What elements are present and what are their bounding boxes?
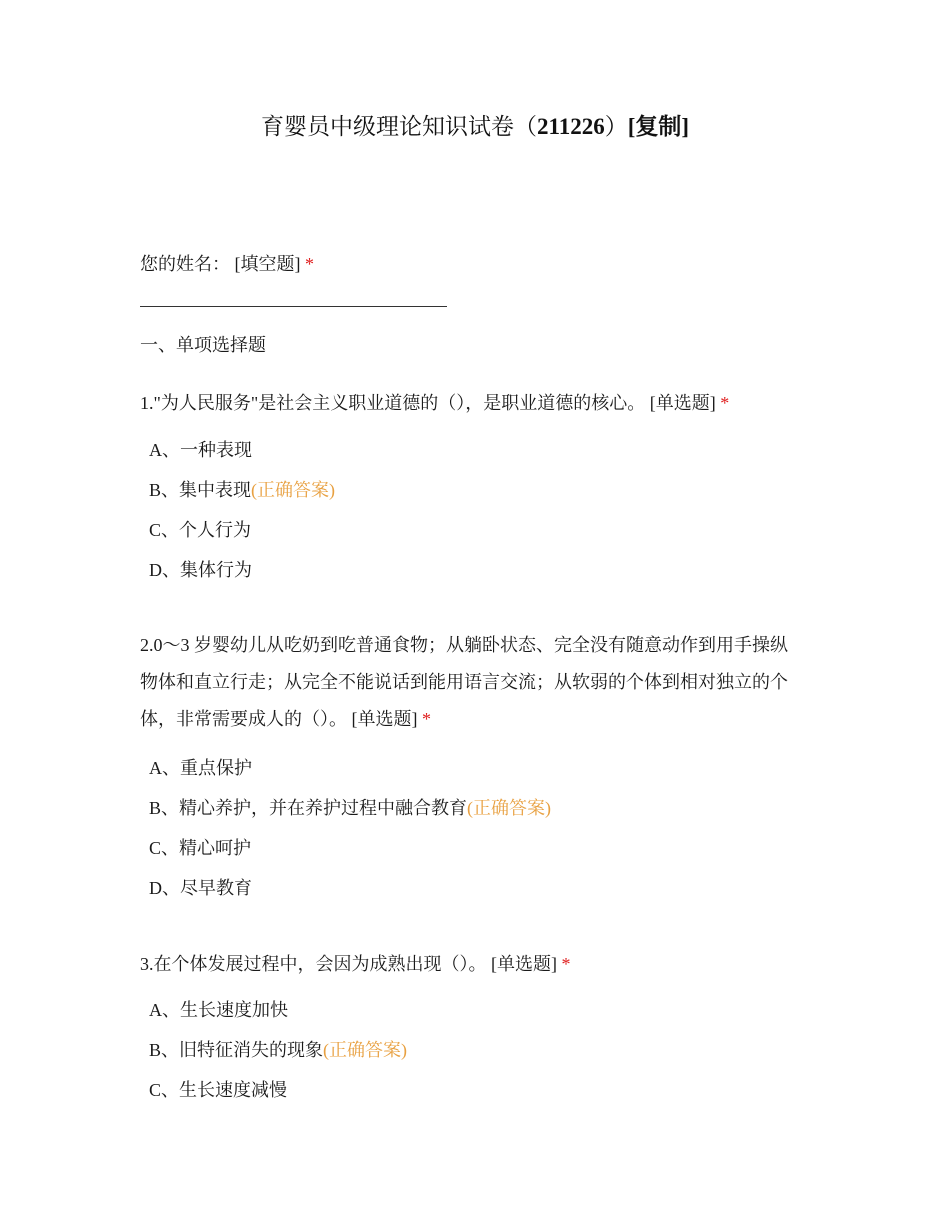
option-label: C、精心呵护 bbox=[149, 838, 252, 858]
question-1-option-c[interactable] bbox=[149, 518, 251, 542]
option-label: B、旧特征消失的现象 bbox=[149, 1040, 324, 1060]
question-3-option-a[interactable] bbox=[149, 998, 288, 1022]
option-label: C、生长速度减慢 bbox=[149, 1080, 288, 1100]
required-star: * bbox=[561, 954, 571, 974]
section-heading: 一、单项选择题 bbox=[140, 335, 266, 355]
question-3-text bbox=[140, 951, 830, 977]
correct-answer-tag: (正确答案) bbox=[251, 480, 336, 500]
question-2-option-a[interactable] bbox=[149, 756, 252, 780]
question-3-stem: 3.在个体发展过程中，会因为成熟出现（）。 bbox=[140, 954, 487, 974]
question-2-stem-line-3 bbox=[140, 701, 830, 738]
name-answer-line[interactable] bbox=[140, 306, 447, 307]
option-label: A、生长速度加快 bbox=[149, 1000, 288, 1020]
option-label: A、重点保护 bbox=[149, 758, 252, 778]
option-label: D、尽早教育 bbox=[149, 878, 252, 898]
question-1-option-a[interactable] bbox=[149, 438, 252, 462]
title-prefix: 育婴员中级理论知识试卷（ bbox=[260, 114, 537, 139]
name-question bbox=[140, 251, 830, 277]
title-suffix: ） bbox=[604, 114, 628, 139]
question-3-option-c[interactable] bbox=[149, 1078, 287, 1102]
question-2-stem-end: 体，非常需要成人的（）。 bbox=[140, 709, 347, 729]
page-title bbox=[0, 112, 950, 142]
title-copy-tag: [复制] bbox=[627, 114, 690, 139]
required-star: * bbox=[720, 393, 730, 413]
name-type-tag: [填空题] bbox=[234, 254, 301, 274]
option-label: D、集体行为 bbox=[149, 560, 252, 580]
correct-answer-tag: (正确答案) bbox=[323, 1040, 408, 1060]
question-2-type-tag: [单选题] bbox=[351, 709, 418, 729]
question-2-option-c[interactable] bbox=[149, 836, 251, 860]
question-1-option-b[interactable] bbox=[149, 478, 335, 502]
option-label: A、一种表现 bbox=[149, 440, 252, 460]
title-code: 211226 bbox=[536, 114, 605, 139]
required-star: * bbox=[422, 709, 431, 729]
question-2-stem-line-2: 物体和直立行走；从完全不能说话到能用语言交流；从软弱的个体到相对独立的个 bbox=[140, 672, 788, 692]
question-2-option-b[interactable] bbox=[149, 796, 551, 820]
option-label: B、集中表现 bbox=[149, 480, 252, 500]
question-3-option-b[interactable] bbox=[149, 1038, 407, 1062]
name-label: 您的姓名： bbox=[140, 254, 230, 274]
question-1-text bbox=[140, 390, 830, 416]
correct-answer-tag: (正确答案) bbox=[467, 798, 552, 818]
option-label: C、个人行为 bbox=[149, 520, 252, 540]
option-label: B、精心养护，并在养护过程中融合教育 bbox=[149, 798, 468, 818]
question-1-stem: 1."为人民服务"是社会主义职业道德的（），是职业道德的核心。 bbox=[140, 393, 646, 413]
question-1-type-tag: [单选题] bbox=[649, 393, 716, 413]
question-2-option-d[interactable] bbox=[149, 876, 252, 900]
question-3-type-tag: [单选题] bbox=[491, 954, 557, 974]
question-2-stem-line-1: 2.0～3 岁婴幼儿从吃奶到吃普通食物；从躺卧状态、完全没有随意动作到用手操纵 bbox=[140, 635, 788, 655]
question-2-text bbox=[140, 627, 830, 738]
question-1-option-d[interactable] bbox=[149, 558, 252, 582]
required-star: * bbox=[305, 254, 314, 274]
